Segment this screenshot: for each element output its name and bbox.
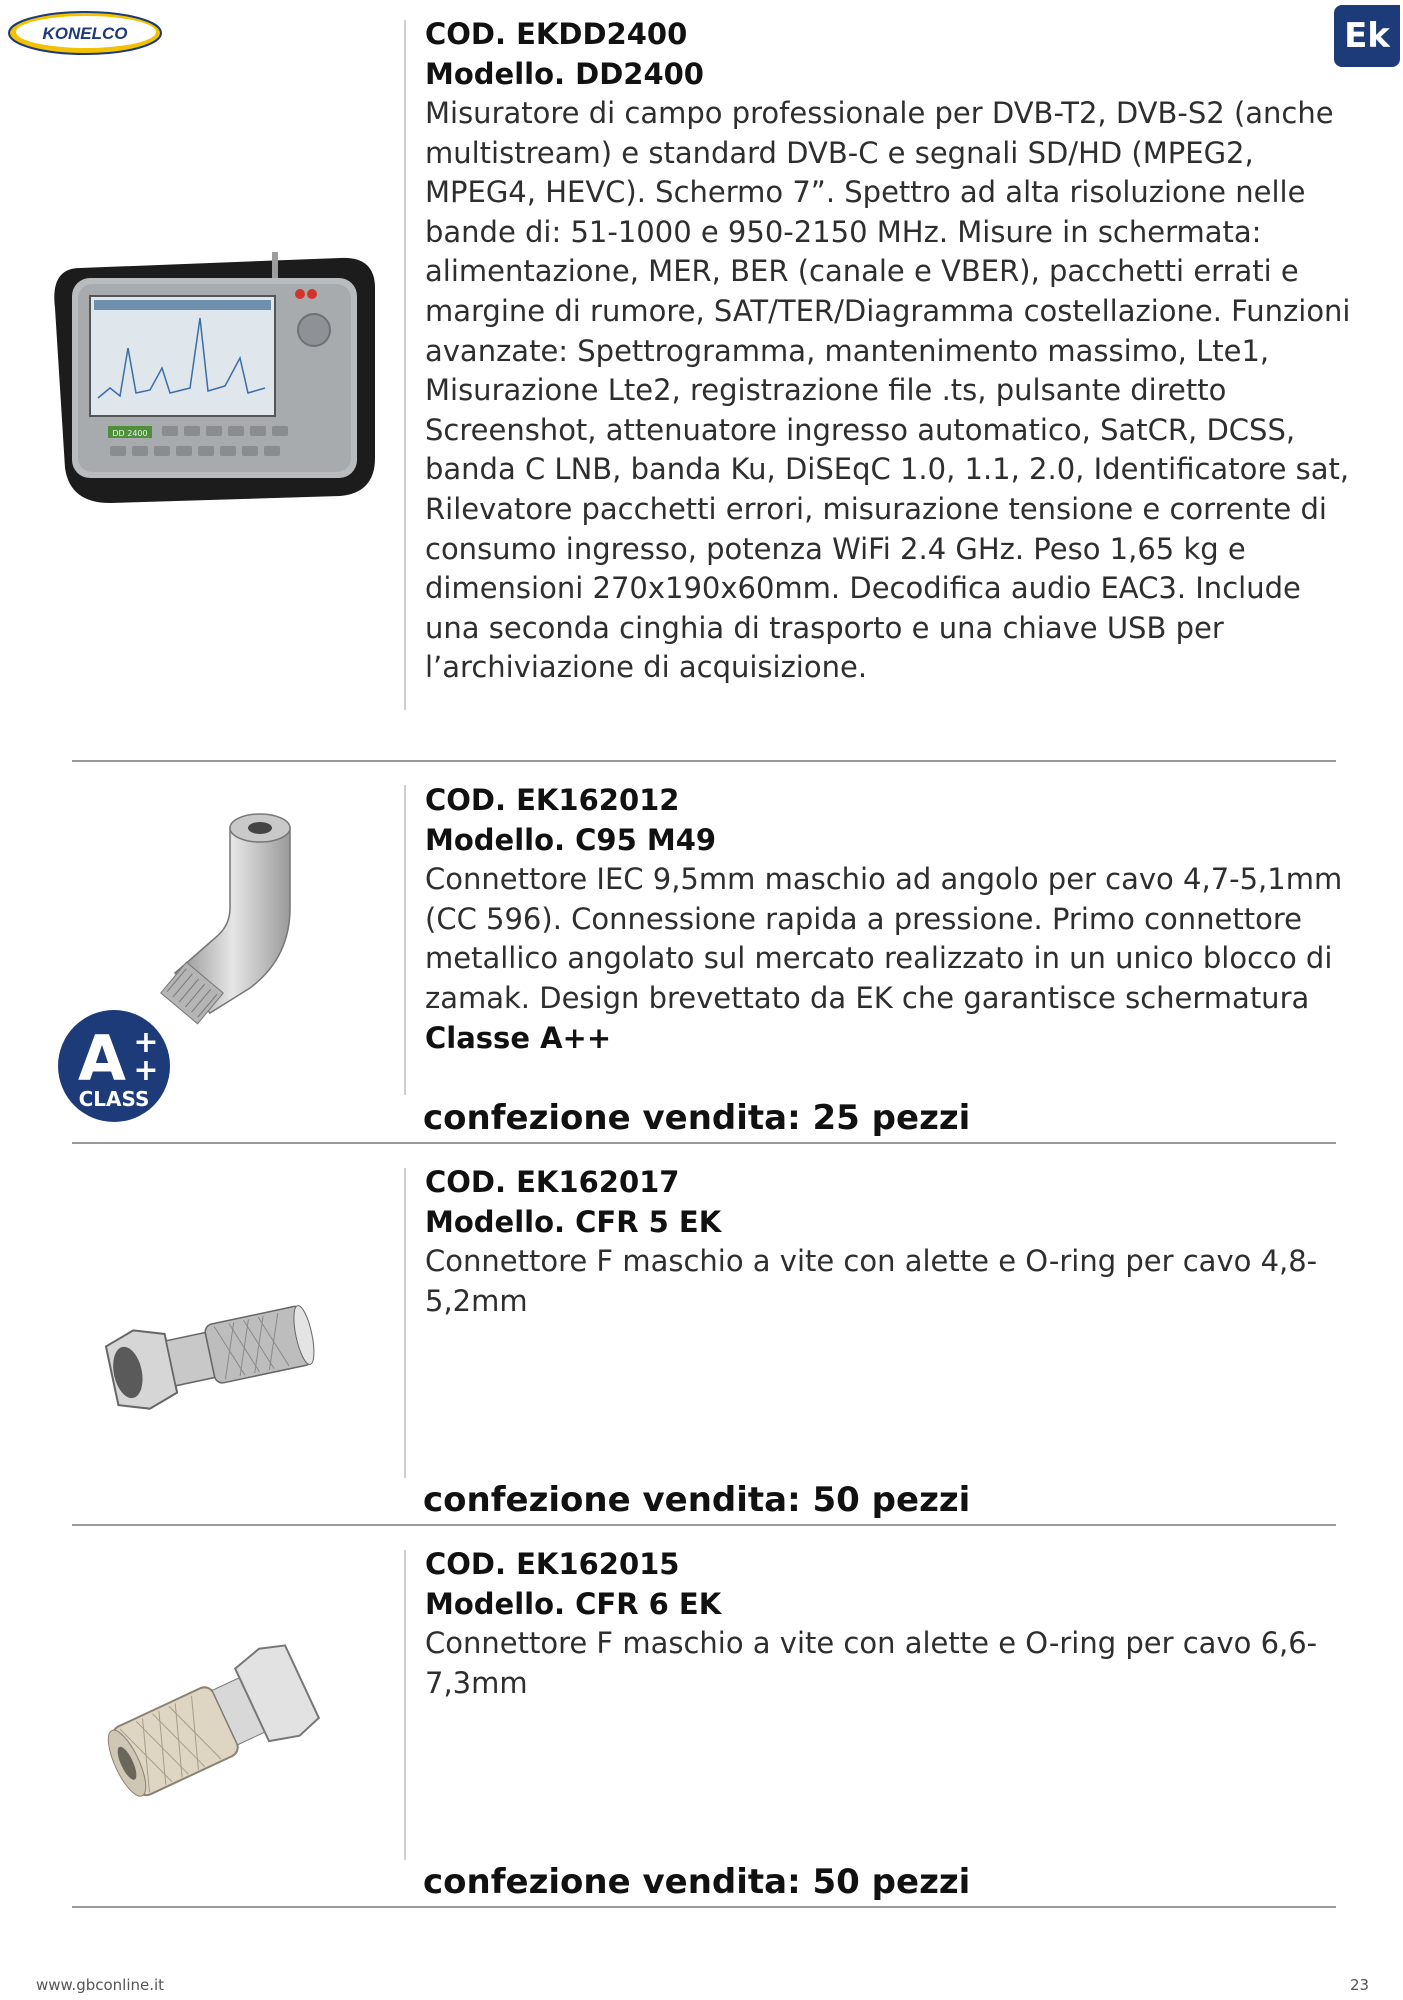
product-model: Modello. C95 M49 bbox=[425, 823, 717, 857]
product-image-f-connector-cfr5 bbox=[100, 1280, 320, 1430]
product-model: Modello. CFR 6 EK bbox=[425, 1587, 722, 1621]
section-divider bbox=[72, 1142, 1336, 1144]
svg-text:A: A bbox=[78, 1022, 126, 1095]
product-description: Misuratore di campo professionale per DVB-T2, DVB-S2 (anche multistream) e standard DVB-C e segnali SD/HD (MPEG2, MPEG4, HEVC). Schermo 7”. Spettro ad alta risoluzione nelle bande di: 51-1000 e 950-2150 MHz. Misure in schermata: alimentazione, MER, BER (canale e VBER), pacchetti errati e margine di rumore, SAT/TER/Diagramma costellazione. Funzioni avanzate: Spettrogramma, mantenimento massimo, Lte1, Misurazione Lte2, registrazione file .ts, pulsante diretto Screenshot, attenuatore ingresso automatico, SatCR, DCSS, banda C LNB, banda Ku, DiSEqC 1.0, 1.1, 2.0, Identificatore sat, Rilevatore pacchetti errori, misurazione tensione e corrente di consumo ingresso, potenza WiFi 2.4 GHz. Peso 1,65 kg e dimensioni 270x190x60mm. Decodifica audio EAC3. Include una seconda cinghia di trasporto e una chiave USB per l’archiviazione di acquisizione. bbox=[425, 96, 1351, 685]
svg-text:CLASS: CLASS bbox=[78, 1087, 150, 1111]
column-divider bbox=[404, 1550, 406, 1860]
product-description: Connettore F maschio a vite con alette e O-ring per cavo 6,6-7,3mm bbox=[425, 1626, 1318, 1700]
column-divider bbox=[404, 1168, 406, 1478]
product-class-label: Classe A++ bbox=[425, 1021, 612, 1056]
pack-quantity: confezione vendita: 25 pezzi bbox=[423, 1098, 971, 1138]
pack-quantity: confezione vendita: 50 pezzi bbox=[423, 1480, 971, 1520]
product-image-angled-iec-connector bbox=[140, 798, 320, 1038]
section-divider bbox=[72, 1906, 1336, 1908]
product-code: COD. EKDD2400 bbox=[425, 17, 688, 51]
section-divider bbox=[72, 760, 1336, 762]
brand-badge: Ek bbox=[1334, 5, 1400, 67]
product-code: COD. EK162017 bbox=[425, 1165, 680, 1199]
svg-text:DD 2400: DD 2400 bbox=[112, 429, 148, 438]
footer-website[interactable]: www.gbconline.it bbox=[36, 1976, 165, 1994]
product-ekdd2400 bbox=[425, 14, 1355, 688]
svg-text:KONELCO: KONELCO bbox=[42, 24, 128, 43]
product-model: Modello. CFR 5 EK bbox=[425, 1205, 722, 1239]
section-divider bbox=[72, 1524, 1336, 1526]
konelco-logo bbox=[6, 8, 164, 58]
product-model: Modello. DD2400 bbox=[425, 57, 704, 91]
product-description: Connettore IEC 9,5mm maschio ad angolo per cavo 4,7-5,1mm (CC 596). Connessione rapida a pressione. Primo connettore metallico angolato sul mercato realizzato in un unico blocco di zamak. Design brevettato da EK che garantisce schermatura bbox=[425, 862, 1343, 1015]
product-code: COD. EK162012 bbox=[425, 783, 680, 817]
class-a-plus-plus-icon bbox=[56, 1008, 172, 1124]
column-divider bbox=[404, 20, 406, 710]
product-ek162015 bbox=[425, 1544, 1355, 1703]
pack-quantity: confezione vendita: 50 pezzi bbox=[423, 1862, 971, 1902]
column-divider bbox=[404, 785, 406, 1095]
svg-text:+: + bbox=[133, 1053, 159, 1088]
product-description: Connettore F maschio a vite con alette e O-ring per cavo 4,8-5,2mm bbox=[425, 1244, 1318, 1318]
product-code: COD. EK162015 bbox=[425, 1547, 680, 1581]
product-ek162012 bbox=[425, 780, 1355, 1058]
product-ek162017 bbox=[425, 1162, 1355, 1321]
product-image-f-connector-cfr6 bbox=[95, 1630, 335, 1810]
page-number: 23 bbox=[1350, 1976, 1370, 1994]
svg-text:+: + bbox=[133, 1025, 159, 1060]
product-image-field-meter bbox=[50, 248, 380, 510]
